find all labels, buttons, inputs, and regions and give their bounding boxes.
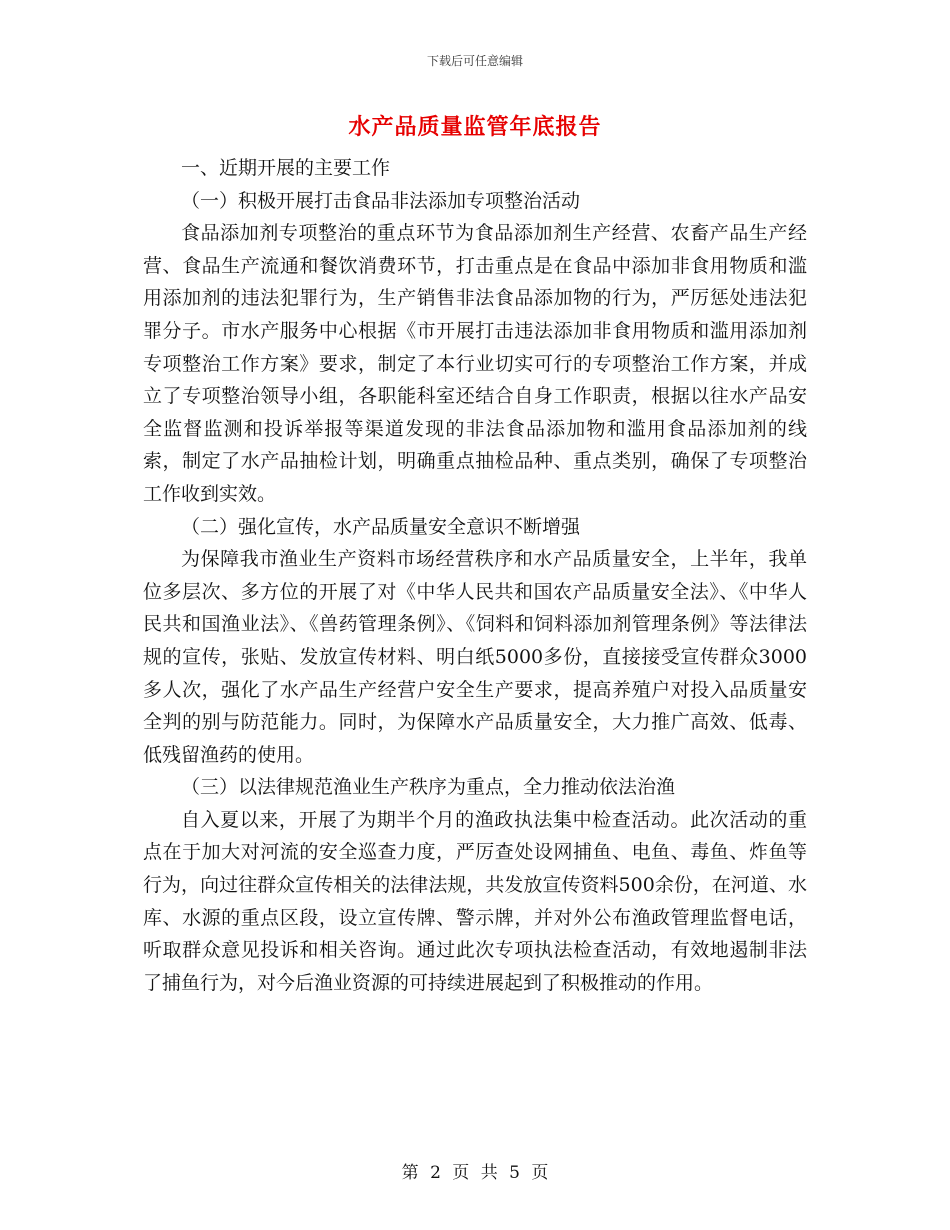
body-paragraph: 自入夏以来，开展了为期半个月的渔政执法集中检查活动。此次活动的重点在于加大对河流的安全巡查力度，严厉查处设网捕鱼、电鱼、毒鱼、炸鱼等行为，向过往群众宣传相关的法律法规，共发放宣传资料500余份，在河道、水库、水源的重点区段，设立宣传牌、警示牌，并对外公布渔政管理监督电话，听取群众意见投诉和相关咨询。通过此次专项执法检查活动，有效地遏制非法了捕鱼行为，对今后渔业资源的可持续进展起到了积极推动的作用。 [143, 808, 807, 994]
subsection-heading: （二）强化宣传，水产品质量安全意识不断增强 [181, 515, 581, 538]
document-title: 水产品质量监管年底报告 [348, 114, 602, 140]
body-paragraph: 为保障我市渔业生产资料市场经营秩序和水产品质量安全，上半年，我单位多层次、多方位的开展了对《中华人民共和国农产品质量安全法》、《中华人民共和国渔业法》、《兽药管理条例》、《饲料和饲料添加剂管理条例》等法律法规的宣传，张贴、发放宣传材料、明白纸5000多份，直接接受宣传群众3000多人次，强化了水产品生产经营户安全生产要求，提高养殖户对投入品质量安全判的别与防范能力。同时，为保障水产品质量安全，大力推广高效、低毒、低残留渔药的使用。 [143, 548, 807, 766]
document-body [143, 152, 807, 999]
body-paragraph: 食品添加剂专项整治的重点环节为食品添加剂生产经营、农畜产品生产经营、食品生产流通和餐饮消费环节，打击重点是在食品中添加非食用物质和滥用添加剂的违法犯罪行为，生产销售非法食品添加物的行为，严厉惩处违法犯罪分子。市水产服务中心根据《市开展打击违法添加非食用物质和滥用添加剂专项整治工作方案》要求，制定了本行业切实可行的专项整治工作方案，并成立了专项整治领导小组，各职能科室还结合自身工作职责，根据以往水产品安全监督监测和投诉举报等渠道发现的非法食品添加物和滥用食品添加剂的线索，制定了水产品抽检计划，明确重点抽检品种、重点类别，确保了专项整治工作收到实效。 [143, 222, 807, 505]
section-heading: 一、近期开展的主要工作 [181, 157, 391, 179]
page-number: 第 2 页 共 5 页 [401, 1163, 549, 1183]
subsection-heading: （三）以法律规范渔业生产秩序为重点，全力推动依法治渔 [181, 776, 676, 799]
header-note: 下载后可任意编辑 [426, 54, 523, 68]
subsection-heading: （一）积极开展打击食品非法添加专项整治活动 [181, 189, 581, 212]
